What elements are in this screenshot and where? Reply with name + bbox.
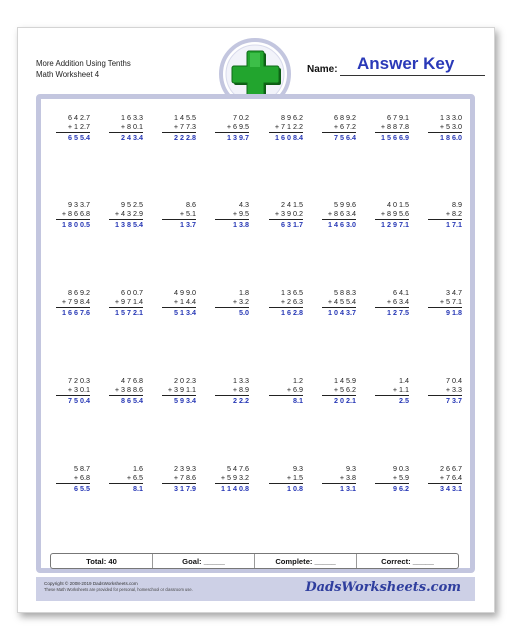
problem-bottom-number: + 8 6 3.4 [327,208,356,218]
problem-top-number: 4 0 1.5 [387,200,409,209]
addition-problem [156,289,196,318]
problem-top-number: 1 3 3.0 [440,113,462,122]
problem-top-number: 8.9 [452,200,462,209]
problem-bottom-number: + 8 6 6.8 [61,208,90,218]
name-field [307,54,485,78]
usage-notice: These Math Worksheets are provided for personal, homeschool or classroom use. [44,587,193,592]
addition-problem [369,201,409,230]
addition-problem [369,114,409,143]
problem-top-number: 9 3 3.7 [68,200,90,209]
addition-problem [209,377,249,406]
problem-bottom-number: + 8 8 7.8 [380,121,409,131]
problem-bottom-number: + 5 7.1 [439,296,462,306]
answer-key-label: Answer Key [357,54,455,73]
problem-answer: 1 6 0 8.4 [275,133,303,143]
problem-answer: 3 4 3.1 [440,484,462,494]
problem-top-number: 8.6 [186,200,196,209]
problem-top-number: 9 0.3 [393,464,409,473]
addition-problem [209,201,249,230]
addition-problem [263,377,303,406]
problem-top-number: 4 7 6.8 [121,376,143,385]
problem-answer: 1 0 4 3.7 [328,308,356,318]
addition-problem [50,377,90,406]
problem-top-number: 3 4.7 [446,288,462,297]
problem-answer: 9 6.2 [393,484,409,494]
problem-answer: 1 8 0 0.5 [62,220,90,230]
addition-problem [316,465,356,494]
problem-top-number: 1 6 3.3 [121,113,143,122]
problem-answer: 2 2.2 [233,396,249,406]
addition-problem [209,114,249,143]
problem-bottom-number: + 4 3 2.9 [114,208,143,218]
problem-top-number: 6 8 9.2 [334,113,356,122]
problem-answer: 2 4 3.4 [121,133,143,143]
problem-bottom-number: + 7 7.3 [173,121,196,131]
footer-strip [36,577,475,601]
title-line-2: Math Worksheet 4 [36,70,100,79]
score-bar [50,553,459,569]
problem-answer: 2 2 2.8 [174,133,196,143]
addition-problem [103,465,143,494]
problem-top-number: 1.6 [133,464,143,473]
brand-logo: DadsWorksheets.com [305,580,461,595]
addition-problem [422,465,462,494]
problem-top-number: 4.3 [239,200,249,209]
problem-top-number: 5 8.7 [74,464,90,473]
problem-answer: 1 3.1 [340,484,356,494]
problem-answer: 8.1 [293,396,303,406]
addition-problem [103,201,143,230]
worksheet-title [36,58,131,80]
problem-top-number: 2 0 2.3 [174,376,196,385]
problem-bottom-number: + 6.9 [286,384,303,394]
addition-problem [103,289,143,318]
problem-bottom-number: + 5 6.2 [333,384,356,394]
problem-top-number: 1.8 [239,288,249,297]
problems-frame [36,94,475,573]
problem-bottom-number: + 8.9 [232,384,249,394]
problem-top-number: 6 7 9.1 [387,113,409,122]
problem-top-number: 9.3 [346,464,356,473]
correct-cell: Correct: _____ [381,556,434,566]
problem-top-number: 6 0 0.7 [121,288,143,297]
addition-problem [263,114,303,143]
problem-bottom-number: + 3.2 [232,296,249,306]
addition-problem [316,201,356,230]
problem-top-number: 6 4 2.7 [68,113,90,122]
problem-top-number: 1.4 [399,376,409,385]
problem-bottom-number: + 7 8.6 [173,472,196,482]
goal-cell: Goal: _____ [153,554,255,568]
problem-answer: 8 6 5.4 [121,396,143,406]
problem-answer: 6 5.5 [74,484,90,494]
problem-top-number: 2 6 6.7 [440,464,462,473]
addition-problem [422,201,462,230]
problem-answer: 6 5 5.4 [68,133,90,143]
problem-bottom-number: + 7 9 8.4 [61,296,90,306]
name-label: Name: [307,64,338,75]
addition-problem [316,289,356,318]
addition-problem [316,114,356,143]
problem-bottom-number: + 3.8 [339,472,356,482]
problem-top-number: 2 3 9.3 [174,464,196,473]
problem-bottom-number: + 7 6.4 [439,472,462,482]
addition-problem [263,289,303,318]
problem-bottom-number: + 8.2 [445,208,462,218]
addition-problem [369,465,409,494]
problem-bottom-number: + 4 5 5.4 [327,296,356,306]
addition-problem [422,289,462,318]
problem-bottom-number: + 6 9.5 [226,121,249,131]
problem-answer: 1 4 6 3.0 [328,220,356,230]
problem-top-number: 7 2 0.3 [68,376,90,385]
problem-bottom-number: + 3.3 [445,384,462,394]
problem-top-number: 9 5 2.5 [121,200,143,209]
problem-answer: 2.5 [399,396,409,406]
copyright-text: Copyright © 2008-2019 DadsWorksheets.com [44,581,138,586]
complete-cell: Complete: _____ [255,554,357,568]
addition-problem [369,289,409,318]
problem-bottom-number: + 1.5 [286,472,303,482]
problem-answer: 6 3 1.7 [281,220,303,230]
problem-bottom-number: + 3 8 8.6 [114,384,143,394]
title-line-1: More Addition Using Tenths [36,59,131,68]
problem-bottom-number: + 1.1 [392,384,409,394]
problem-answer: 3 1 7.9 [174,484,196,494]
problem-answer: 7 3.7 [446,396,462,406]
problem-top-number: 7 0.2 [233,113,249,122]
addition-problem [156,465,196,494]
problem-bottom-number: + 8 9 5.6 [380,208,409,218]
problem-top-number: 7 0.4 [446,376,462,385]
problem-top-number: 1.2 [293,376,303,385]
addition-problem [103,377,143,406]
problem-answer: 1 8 6.0 [440,133,462,143]
problem-top-number: 8 6 9.2 [68,288,90,297]
problem-bottom-number: + 5 9 3.2 [220,472,249,482]
problem-answer: 5 1 3.4 [174,308,196,318]
problem-bottom-number: + 2 6.3 [280,296,303,306]
problem-top-number: 1 4 5.5 [174,113,196,122]
problem-answer: 7 5 6.4 [334,133,356,143]
problem-answer: 1 5 7 2.1 [115,308,143,318]
addition-problem [263,465,303,494]
problem-top-number: 5 9 9.6 [334,200,356,209]
total-cell: Total: 40 [51,554,153,568]
problem-bottom-number: + 5.9 [392,472,409,482]
problem-bottom-number: + 8 0.1 [120,121,143,131]
problem-answer: 1 3.8 [233,220,249,230]
addition-problem [50,289,90,318]
problem-top-number: 5 8 8.3 [334,288,356,297]
addition-problem [369,377,409,406]
addition-problem [50,465,90,494]
problem-bottom-number: + 1 4.4 [173,296,196,306]
problem-bottom-number: + 9.5 [232,208,249,218]
problem-top-number: 4 9 9.0 [174,288,196,297]
problem-bottom-number: + 1 2.7 [67,121,90,131]
problem-bottom-number: + 5.1 [179,208,196,218]
problem-answer: 1 1 4 0.8 [221,484,249,494]
problem-top-number: 6 4.1 [393,288,409,297]
addition-problem [422,377,462,406]
problem-top-number: 1 3.3 [233,376,249,385]
addition-problem [263,201,303,230]
addition-problem [50,114,90,143]
problem-answer: 1 0.8 [287,484,303,494]
problem-bottom-number: + 6 7.2 [333,121,356,131]
problem-answer: 1 6 2.8 [281,308,303,318]
problem-answer: 5.0 [239,308,249,318]
problem-answer: 9 1.8 [446,308,462,318]
problem-bottom-number: + 5 3.0 [439,121,462,131]
addition-problem [156,114,196,143]
problem-answer: 1 7.1 [446,220,462,230]
problem-answer: 1 2 9 7.1 [381,220,409,230]
problem-bottom-number: + 6 3.4 [386,296,409,306]
problem-top-number: 1 3 6.5 [281,288,303,297]
problem-answer: 7 5 0.4 [68,396,90,406]
addition-problem [209,289,249,318]
problem-top-number: 5 4 7.6 [227,464,249,473]
addition-problem [209,465,249,494]
addition-problem [156,201,196,230]
problem-bottom-number: + 3 0.1 [67,384,90,394]
addition-problem [156,377,196,406]
addition-problem [103,114,143,143]
problem-answer: 1 5 6 6.9 [381,133,409,143]
problem-answer: 8.1 [133,484,143,494]
problem-bottom-number: + 3 9 1.1 [167,384,196,394]
problem-top-number: 8 9 6.2 [281,113,303,122]
problem-bottom-number: + 3 9 0.2 [274,208,303,218]
problem-answer: 1 3.7 [180,220,196,230]
problem-answer: 2 0 2.1 [334,396,356,406]
problem-answer: 1 3 8 5.4 [115,220,143,230]
problem-answer: 1 3 9.7 [227,133,249,143]
problem-bottom-number: + 6.8 [73,472,90,482]
problem-bottom-number: + 6.5 [126,472,143,482]
addition-problem [422,114,462,143]
problem-answer: 1 6 6 7.6 [62,308,90,318]
addition-problem [316,377,356,406]
problem-top-number: 1 4 5.9 [334,376,356,385]
problem-answer: 1 2 7.5 [387,308,409,318]
problem-top-number: 2 4 1.5 [281,200,303,209]
problem-bottom-number: + 7 1 2.2 [274,121,303,131]
problem-top-number: 9.3 [293,464,303,473]
problem-bottom-number: + 9 7 1.4 [114,296,143,306]
addition-problem [50,201,90,230]
name-underline [340,75,485,76]
problem-answer: 5 9 3.4 [174,396,196,406]
